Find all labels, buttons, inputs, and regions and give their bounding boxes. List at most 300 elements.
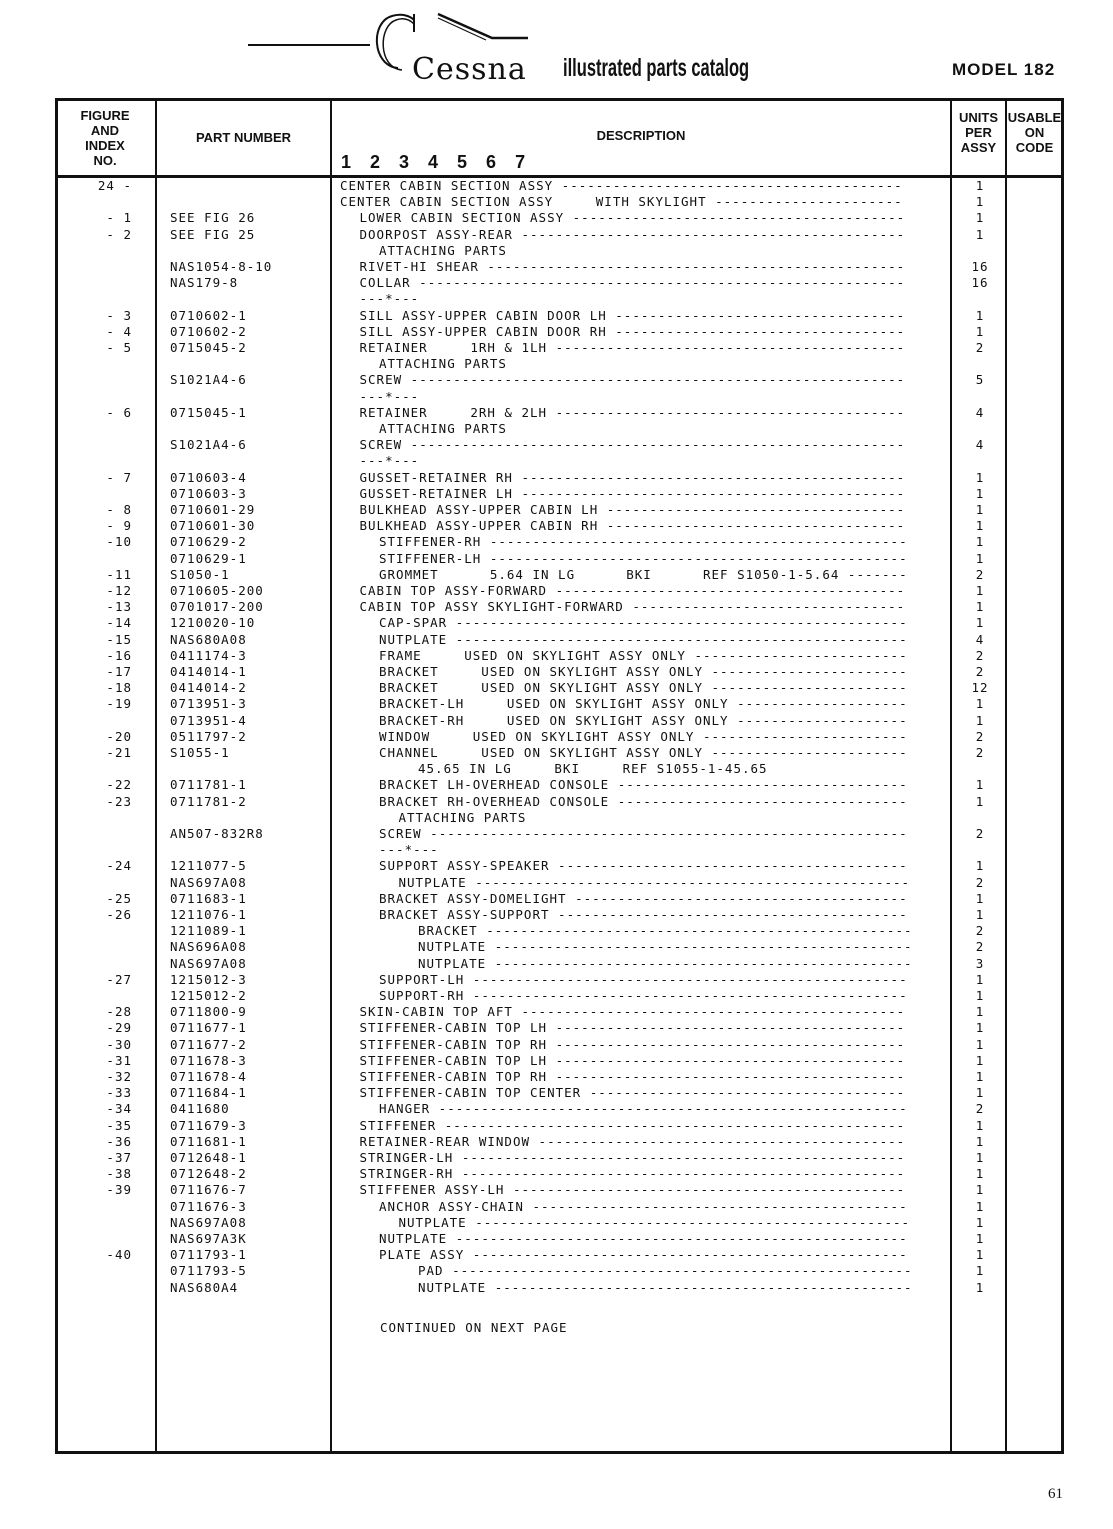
indent-digits: 1 2 3 4 5 6 7 — [341, 152, 533, 172]
table-row — [0, 243, 1113, 259]
row-description — [379, 664, 948, 680]
row-part-number: 0711800-9 — [170, 1004, 247, 1020]
row-description — [360, 308, 949, 324]
row-description — [360, 518, 949, 534]
row-units: 1 — [975, 1085, 985, 1101]
row-description-text: NUTPLATE — [418, 939, 487, 955]
table-row — [0, 1150, 1113, 1166]
row-description-text: STIFFENER-RH — [379, 534, 482, 550]
row-part-number: 0710602-1 — [170, 307, 247, 323]
row-leader: ------------------------------------------------- — [481, 534, 908, 550]
row-part-number: NAS697A08 — [170, 955, 247, 971]
table-row — [0, 486, 1113, 502]
row-part-number: 0711781-2 — [170, 793, 247, 809]
row-units: 1 — [975, 1052, 985, 1068]
row-leader: ----------------------- — [702, 745, 908, 760]
table-row — [0, 858, 1113, 874]
row-description-text: SCREW — [379, 826, 422, 841]
row-part-number: NAS179-8 — [170, 275, 239, 291]
row-description-text: BULKHEAD ASSY-UPPER CABIN RH — [359, 518, 599, 534]
row-index: -27 — [106, 971, 132, 987]
row-leader: ------------------------------------------------- — [478, 259, 906, 274]
row-description — [418, 939, 948, 955]
row-leader: ---------------------------------------------------------- — [402, 437, 906, 453]
row-description-text: GROMMET 5.64 IN LG BKI REF S1050-1-5.64 — [379, 566, 840, 582]
row-leader: ----------------------------------- — [598, 518, 906, 534]
row-index: -14 — [106, 615, 132, 631]
row-part-number: 0414014-1 — [170, 664, 247, 679]
description-header: DESCRIPTION — [596, 128, 686, 143]
row-index: - 6 — [106, 404, 132, 420]
table-row — [0, 567, 1113, 583]
row-index: -19 — [106, 696, 132, 712]
table-row — [0, 583, 1113, 599]
row-units: 1 — [975, 907, 985, 922]
row-leader: --------------------------------------------------- — [466, 1214, 911, 1230]
row-part-number: NAS680A4 — [170, 1279, 239, 1295]
row-leader: ----------------------------------------- — [549, 858, 908, 874]
row-description-text: ATTACHING PARTS — [379, 356, 507, 372]
row-description — [379, 777, 948, 793]
row-index: -25 — [106, 890, 132, 906]
row-description-text: BRACKET USED ON SKYLIGHT ASSY ONLY — [379, 664, 703, 679]
row-leader: ----------------------- — [702, 664, 908, 679]
row-description-text: BRACKET-LH USED ON SKYLIGHT ASSY ONLY — [379, 696, 729, 712]
row-index: -22 — [106, 777, 132, 793]
row-units: 2 — [975, 939, 985, 955]
row-description-text: SUPPORT ASSY-SPEAKER — [379, 858, 550, 874]
row-description-text: ---*--- — [379, 842, 439, 858]
row-part-number: NAS697A08 — [170, 1214, 247, 1230]
row-description-text: CHANNEL USED ON SKYLIGHT ASSY ONLY — [379, 745, 703, 760]
row-index: - 7 — [106, 469, 132, 485]
row-part-number: 0711681-1 — [170, 1133, 247, 1149]
row-index: - 1 — [106, 210, 132, 226]
row-units: 1 — [975, 777, 985, 793]
row-leader: ----------------------------------------------------- — [447, 631, 908, 647]
row-description-text: STIFFENER-CABIN TOP LH — [359, 1052, 548, 1068]
row-description-text: STIFFENER-CABIN TOP RH — [359, 1069, 548, 1084]
row-description-text: LOWER CABIN SECTION ASSY — [359, 210, 565, 226]
row-description — [418, 1280, 948, 1296]
row-units: 2 — [975, 728, 985, 744]
row-leader: ------------------------------------------------------ — [436, 1117, 906, 1133]
row-part-number: 0701017-200 — [170, 599, 264, 615]
row-part-number: 0710603-3 — [170, 485, 247, 501]
table-row — [0, 696, 1113, 712]
row-description-text: NUTPLATE — [379, 1231, 448, 1246]
row-units: 1 — [975, 1036, 985, 1052]
table-row — [0, 1182, 1113, 1198]
row-index: -20 — [106, 728, 132, 744]
row-units: 1 — [975, 178, 985, 193]
row-leader: ------------------------------------------- — [530, 1133, 906, 1149]
row-units: 1 — [975, 1263, 985, 1279]
row-leader: ---------------------------------- — [606, 323, 906, 339]
row-index: -36 — [106, 1133, 132, 1149]
table-row — [0, 259, 1113, 275]
table-row — [0, 194, 1113, 210]
row-description-text: STIFFENER-CABIN TOP CENTER — [359, 1085, 582, 1101]
row-description-text: NUTPLATE — [398, 1214, 467, 1230]
row-description-text: SUPPORT-RH — [379, 988, 465, 1003]
row-description — [379, 1101, 948, 1117]
row-index: - 9 — [106, 518, 132, 534]
row-part-number: 1215012-2 — [170, 988, 247, 1003]
row-part-number: 0713951-3 — [170, 696, 247, 712]
row-part-number: 0713951-4 — [170, 712, 247, 728]
row-description — [379, 632, 948, 648]
row-units: 1 — [975, 988, 985, 1003]
table-row — [0, 923, 1113, 939]
row-description-text: SCREW — [359, 437, 403, 453]
row-part-number: S1021A4-6 — [170, 372, 247, 388]
row-units: 1 — [975, 1198, 985, 1214]
row-part-number: 0715045-2 — [170, 340, 247, 355]
row-units: 1 — [975, 550, 985, 566]
row-index: -10 — [106, 534, 132, 550]
usable-header: USABLE ON CODE — [1007, 110, 1062, 155]
row-part-number: 0414014-2 — [170, 680, 247, 696]
row-index: -32 — [106, 1069, 132, 1084]
row-units: 2 — [975, 340, 985, 355]
table-row — [0, 453, 1113, 469]
table-row — [0, 648, 1113, 664]
table-row — [0, 372, 1113, 388]
row-description — [379, 713, 948, 729]
row-description — [360, 340, 949, 356]
row-leader: --------------------------------------- — [564, 210, 906, 226]
row-index: -31 — [106, 1052, 132, 1068]
row-index: - 3 — [106, 307, 132, 323]
row-leader: ----------------------------------------------------- — [447, 1231, 908, 1246]
row-part-number: 0711676-7 — [170, 1182, 247, 1198]
row-leader: ---------------------------------------------------- — [453, 1166, 906, 1182]
row-part-number: 0711684-1 — [170, 1085, 247, 1101]
row-index: -11 — [106, 566, 132, 582]
row-part-number: NAS697A08 — [170, 874, 247, 890]
table-row — [0, 599, 1113, 615]
row-part-number: 0711683-1 — [170, 890, 247, 906]
row-description — [379, 858, 948, 874]
row-description-text: ---*--- — [359, 453, 420, 469]
row-description — [360, 486, 949, 502]
row-description — [360, 599, 949, 615]
row-units: 2 — [975, 664, 985, 679]
row-units: 1 — [975, 1069, 985, 1084]
row-leader: --------------------------------------------- — [512, 226, 906, 242]
row-index: -18 — [106, 680, 132, 696]
row-description-text: BULKHEAD ASSY-UPPER CABIN LH — [359, 502, 599, 517]
table-row — [0, 713, 1113, 729]
row-index: -39 — [106, 1182, 132, 1198]
row-description-text: CAP-SPAR — [379, 615, 448, 631]
row-units: 1 — [975, 1166, 985, 1182]
row-units: 2 — [975, 566, 985, 582]
row-units: 1 — [975, 1020, 985, 1036]
table-row — [0, 1166, 1113, 1182]
row-description — [379, 745, 948, 761]
row-description — [360, 1053, 949, 1069]
row-leader: --------------------------------------- — [566, 890, 908, 906]
row-leader: ----------------------- — [702, 680, 908, 696]
row-units: 1 — [975, 1133, 985, 1149]
row-units: 1 — [975, 1117, 985, 1133]
row-leader: --------------------------------------------------- — [464, 1247, 908, 1263]
row-description-text: BRACKET USED ON SKYLIGHT ASSY ONLY — [379, 680, 703, 696]
table-row — [0, 1199, 1113, 1215]
row-units: 1 — [975, 615, 985, 631]
row-part-number: 0710602-2 — [170, 323, 247, 339]
row-index: -34 — [106, 1101, 132, 1117]
row-description — [360, 324, 949, 340]
table-row — [0, 1231, 1113, 1247]
row-leader: ------- — [839, 566, 908, 582]
row-part-number: AN507-832R8 — [170, 826, 264, 841]
row-part-number: S1050-1 — [170, 566, 230, 582]
row-index: - 5 — [106, 340, 132, 355]
row-part-number: S1055-1 — [170, 745, 230, 760]
row-leader: ----------------------------------------- — [547, 1020, 906, 1036]
row-leader: -------------------------------------------- — [523, 1198, 908, 1214]
row-units: 4 — [975, 404, 985, 420]
table-row — [0, 875, 1113, 891]
row-leader: -------------------- — [728, 696, 908, 712]
row-description-text: HANGER — [379, 1101, 431, 1117]
row-leader: ------------------------------------------------- — [486, 1279, 913, 1295]
row-units: 12 — [971, 680, 989, 696]
row-part-number: SEE FIG 25 — [170, 226, 256, 242]
row-index: -28 — [106, 1004, 132, 1020]
row-description-text: 45.65 IN LG BKI REF S1055-1-45.65 — [418, 761, 768, 777]
brand-wordmark: Cessna — [412, 52, 527, 87]
table-row — [0, 972, 1113, 988]
row-units: 2 — [975, 874, 985, 890]
row-units: 1 — [975, 1279, 985, 1295]
row-leader: ------------------------------------------------- — [486, 939, 913, 955]
row-description-text: STIFFENER-CABIN TOP LH — [359, 1020, 548, 1036]
row-index: -15 — [106, 631, 132, 647]
model-label: MODEL 182 — [952, 60, 1056, 79]
row-units: 1 — [975, 307, 985, 323]
row-description — [399, 1215, 949, 1231]
row-leader: --------------------------------------------- — [512, 485, 906, 501]
row-leader: --------------------------------------------------- — [466, 874, 911, 890]
row-leader: ---------------------------------------------- — [504, 1182, 906, 1198]
row-description — [360, 437, 949, 453]
row-description-text: NUTPLATE — [418, 955, 487, 971]
row-leader: ----------------------------------------- — [547, 1052, 906, 1068]
row-description — [360, 1069, 949, 1085]
row-part-number: 0712648-1 — [170, 1150, 247, 1165]
row-part-number: 0710603-4 — [170, 469, 247, 485]
row-part-number: 0710629-2 — [170, 534, 247, 550]
row-description — [379, 243, 948, 259]
row-leader: ----------------------------------------- — [547, 1069, 906, 1084]
row-description-text: GUSSET-RETAINER LH — [359, 485, 513, 501]
row-description-text: FRAME USED ON SKYLIGHT ASSY ONLY — [379, 647, 686, 663]
row-index: - 4 — [106, 323, 132, 339]
table-row — [0, 632, 1113, 648]
row-description — [399, 810, 949, 826]
row-index: -23 — [106, 793, 132, 809]
row-index: -33 — [106, 1085, 132, 1101]
row-index: -30 — [106, 1036, 132, 1052]
row-description-text: BRACKET-RH USED ON SKYLIGHT ASSY ONLY — [379, 712, 729, 728]
table-row — [0, 405, 1113, 421]
row-part-number: 0711679-3 — [170, 1117, 247, 1133]
row-leader: ---------------------------------- — [606, 307, 906, 323]
table-row — [0, 340, 1113, 356]
row-leader: -------------------- — [728, 712, 908, 728]
row-description-text: STIFFENER-CABIN TOP RH — [359, 1036, 548, 1052]
row-description-text: RETAINER 1RH & 1LH — [359, 340, 548, 355]
row-part-number: SEE FIG 26 — [170, 210, 256, 226]
row-units: 1 — [975, 696, 985, 712]
table-row — [0, 308, 1113, 324]
row-index: -29 — [106, 1020, 132, 1036]
row-part-number: 1211076-1 — [170, 907, 247, 922]
row-units: 4 — [975, 631, 985, 647]
row-description — [360, 470, 949, 486]
row-part-number: 0711678-3 — [170, 1052, 247, 1068]
row-description-text: PLATE ASSY — [379, 1247, 465, 1263]
row-description-text: ATTACHING PARTS — [379, 421, 507, 436]
row-description-text: BRACKET ASSY-DOMELIGHT — [379, 890, 567, 906]
row-description — [399, 875, 949, 891]
row-part-number: 0712648-2 — [170, 1166, 247, 1182]
row-description-text: GUSSET-RETAINER RH — [359, 469, 513, 485]
row-description — [418, 1263, 948, 1279]
row-description — [360, 1020, 949, 1036]
row-part-number: 0711793-1 — [170, 1247, 247, 1263]
row-index: - 2 — [106, 226, 132, 242]
row-description-text: BRACKET RH-OVERHEAD CONSOLE — [379, 793, 610, 809]
row-description-text: NUTPLATE — [418, 1279, 487, 1295]
row-leader: -------------------------------------------------- — [477, 923, 913, 939]
row-units: 1 — [975, 210, 985, 226]
table-row — [0, 1053, 1113, 1069]
table-row — [0, 178, 1113, 194]
row-part-number: NAS1054-8-10 — [170, 259, 273, 274]
row-part-number: 0710601-29 — [170, 502, 256, 517]
table-row — [0, 1037, 1113, 1053]
row-index: -16 — [106, 647, 132, 663]
row-description — [360, 227, 949, 243]
row-description — [418, 923, 948, 939]
row-units: 16 — [971, 259, 989, 274]
row-leader: ----------------------------------------- — [547, 404, 906, 420]
row-leader: ---------------------------------- — [609, 793, 908, 809]
row-description — [360, 259, 949, 275]
row-description — [360, 1118, 949, 1134]
row-description — [379, 988, 948, 1004]
row-description — [340, 178, 948, 194]
row-part-number: 0411174-3 — [170, 647, 247, 663]
continued-note: CONTINUED ON NEXT PAGE — [380, 1320, 568, 1335]
row-description — [360, 1166, 949, 1182]
row-description — [360, 1182, 949, 1198]
row-description-text: ATTACHING PARTS — [398, 809, 527, 825]
table-row — [0, 615, 1113, 631]
row-description — [340, 194, 948, 210]
row-part-number: 1210020-10 — [170, 615, 256, 631]
table-row — [0, 761, 1113, 777]
row-part-number: 1211077-5 — [170, 858, 247, 874]
table-row — [0, 518, 1113, 534]
row-description-text: BRACKET LH-OVERHEAD CONSOLE — [379, 777, 610, 793]
part-number-header: PART NUMBER — [195, 130, 292, 145]
catalog-subtitle: illustrated parts catalog — [563, 54, 750, 82]
row-part-number: NAS697A3K — [170, 1231, 247, 1246]
row-description — [360, 1150, 949, 1166]
row-leader: ------------------------------------------------- — [481, 550, 908, 566]
table-row — [0, 1004, 1113, 1020]
row-leader: ----------------------------------- — [598, 502, 906, 517]
table-row — [0, 729, 1113, 745]
row-units: 1 — [975, 502, 985, 517]
table-row — [0, 810, 1113, 826]
row-index: - 8 — [106, 502, 132, 517]
row-description — [379, 648, 948, 664]
row-part-number: 0711781-1 — [170, 777, 247, 793]
row-index: -13 — [106, 599, 132, 615]
row-leader: ----------------------------------------- — [547, 340, 906, 355]
row-description — [379, 356, 948, 372]
row-description — [379, 534, 948, 550]
row-units: 1 — [975, 518, 985, 534]
table-row — [0, 1118, 1113, 1134]
row-index: -40 — [106, 1247, 132, 1263]
table-row — [0, 275, 1113, 291]
row-description-text: BRACKET — [418, 923, 478, 939]
row-units: 2 — [975, 745, 985, 760]
table-row — [0, 842, 1113, 858]
row-description — [379, 680, 948, 696]
row-description — [379, 891, 948, 907]
row-description-text: SILL ASSY-UPPER CABIN DOOR LH — [359, 307, 607, 323]
row-description — [379, 696, 948, 712]
row-index: -26 — [106, 907, 132, 922]
row-description — [379, 1231, 948, 1247]
figure-header: FIGURE AND INDEX NO. — [80, 108, 130, 168]
row-description-text: RETAINER 2RH & 2LH — [359, 404, 548, 420]
table-row — [0, 356, 1113, 372]
row-description — [379, 729, 948, 745]
row-part-number: S1021A4-6 — [170, 437, 247, 453]
row-units: 1 — [975, 1214, 985, 1230]
row-leader: ---------------------------------------- — [553, 178, 903, 193]
row-part-number: 0511797-2 — [170, 728, 247, 744]
table-row — [0, 210, 1113, 226]
row-index: -24 — [106, 858, 132, 874]
row-part-number: 0711677-2 — [170, 1036, 247, 1052]
row-units: 1 — [975, 534, 985, 550]
row-units: 1 — [975, 1231, 985, 1246]
row-part-number: 0711678-4 — [170, 1069, 247, 1084]
row-description — [379, 826, 948, 842]
row-leader: ----------------------------------------- — [549, 907, 908, 922]
table-row — [0, 551, 1113, 567]
row-description-text: NUTPLATE — [398, 874, 467, 890]
row-units: 1 — [975, 1247, 985, 1263]
row-leader: ----------------------------------------- — [547, 583, 906, 598]
row-units: 1 — [975, 599, 985, 615]
row-units: 16 — [971, 275, 989, 291]
table-row — [0, 1085, 1113, 1101]
row-description-text: PAD — [418, 1263, 444, 1279]
row-leader: --------------------------------------------- — [512, 469, 906, 485]
